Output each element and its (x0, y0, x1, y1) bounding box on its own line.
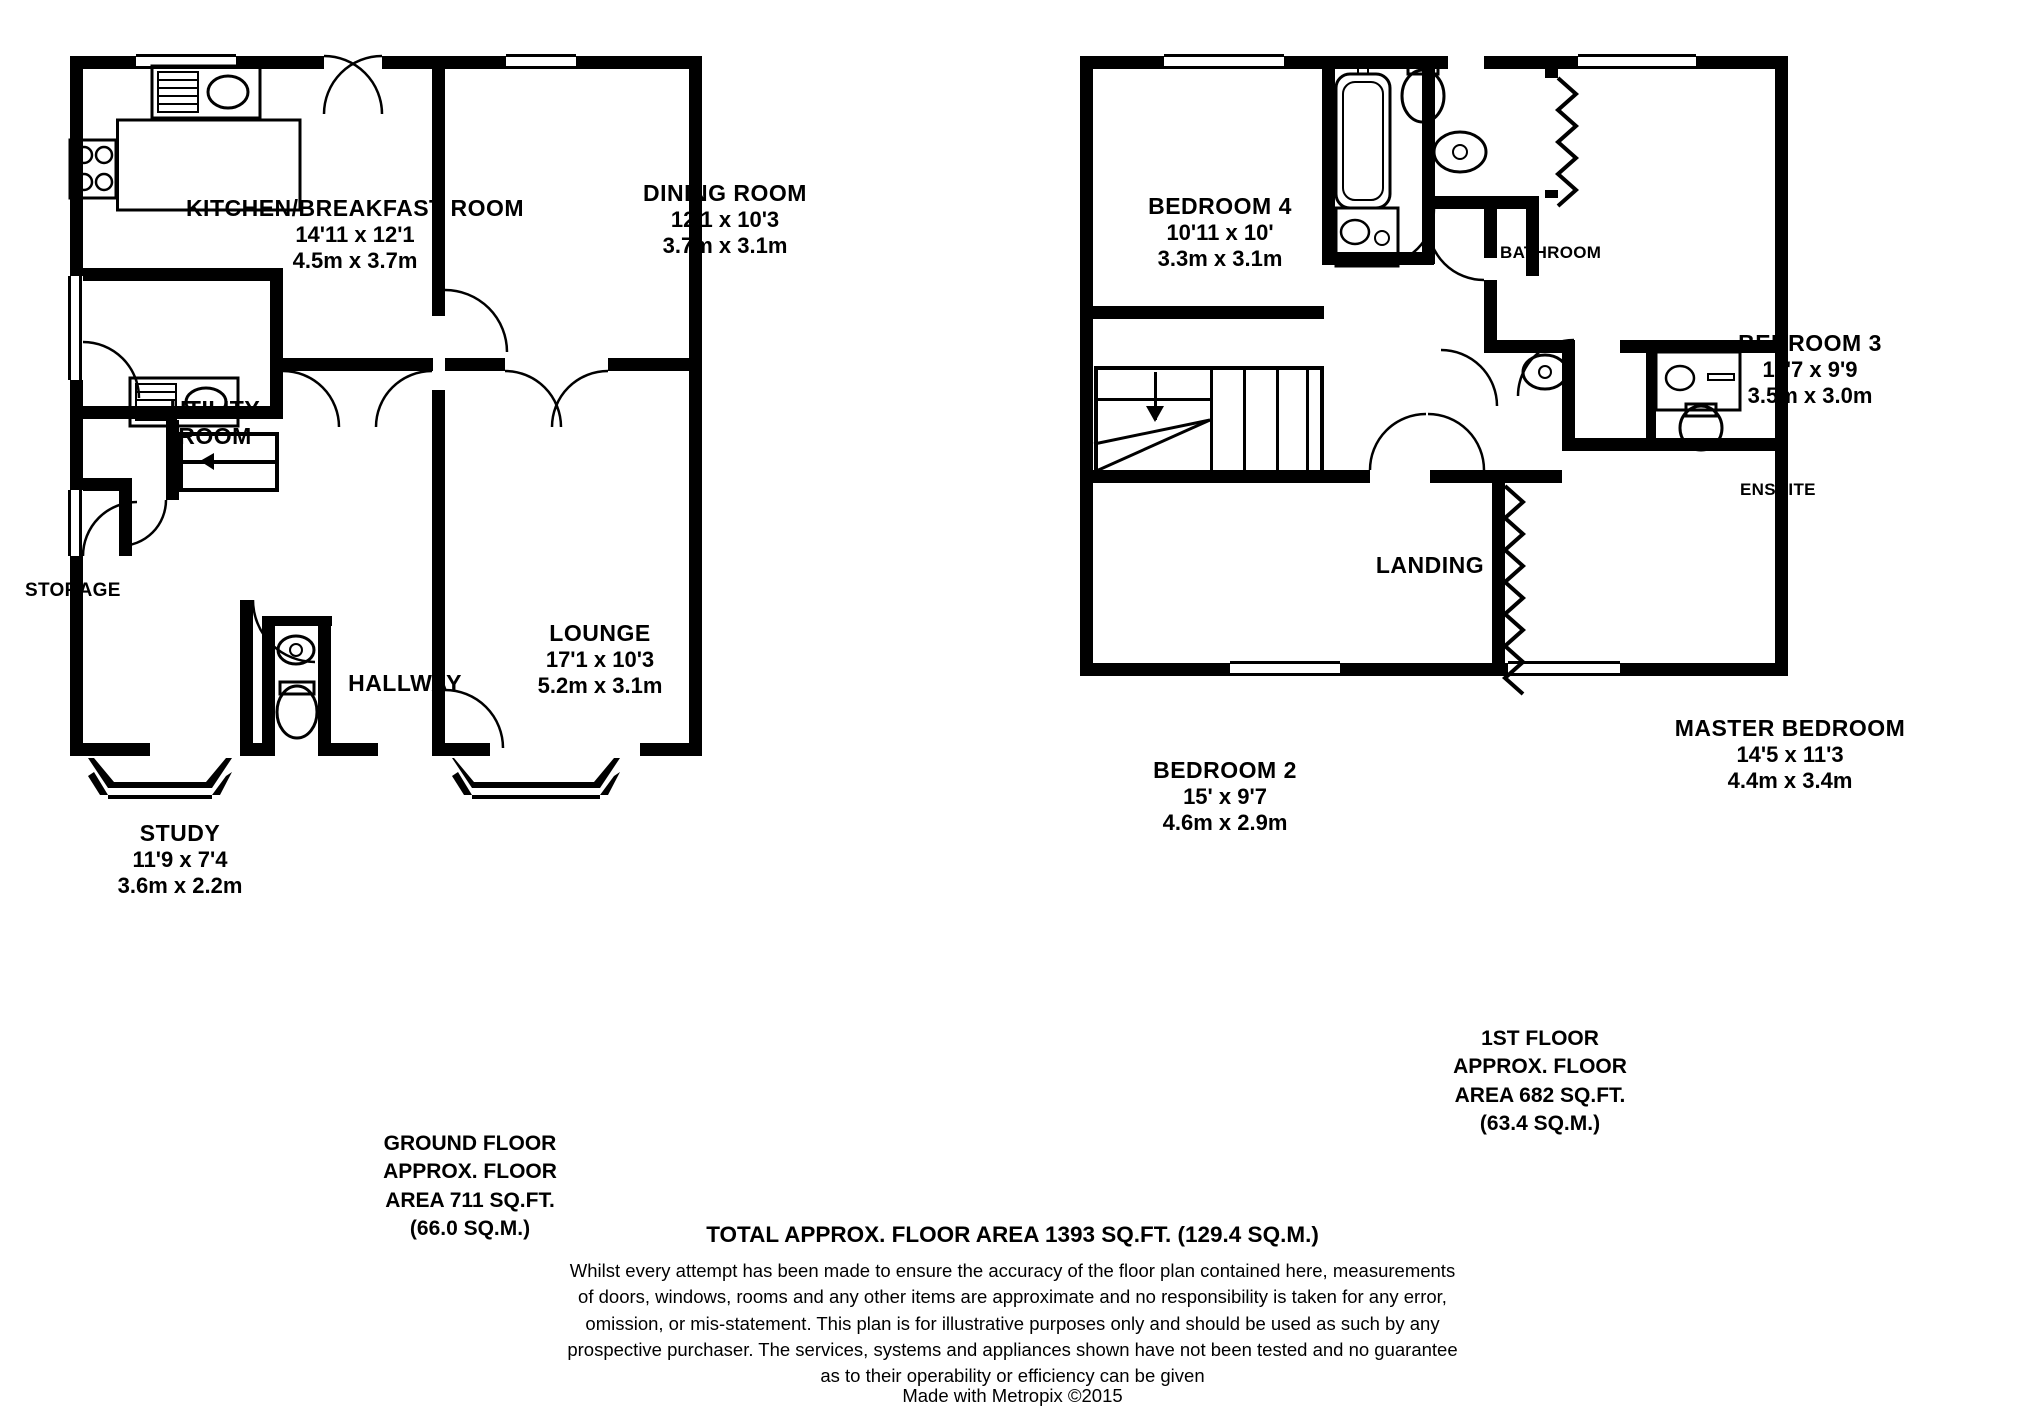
disclaimer-line-2: of doors, windows, rooms and any other items are approximate and no responsibility is taken for any error, (578, 1286, 1447, 1308)
room-metric: 3.7m x 3.1m (662, 233, 788, 259)
room-name: LOUNGE (549, 620, 651, 646)
room-label-bathroom (1500, 243, 1680, 263)
room-name: STUDY (139, 820, 221, 846)
room-name-2: ROOM (178, 423, 252, 450)
room-metric: 4.4m x 3.4m (1727, 768, 1853, 794)
ground-floor-area-sqm: (66.0 SQ.M.) (409, 1217, 531, 1241)
disclaimer-line-4: prospective purchaser. The services, systems and appliances shown have not been tested and no guarantee (567, 1338, 1458, 1360)
room-label-dining (575, 180, 875, 259)
room-imperial: 11'9 x 7'4 (132, 847, 228, 873)
room-imperial: 15' x 9'7 (1183, 784, 1267, 810)
room-label-bedroom-3 (1660, 330, 1960, 409)
first-floor-approx: APPROX. FLOOR (1453, 1055, 1627, 1079)
first-floor-area-sqm: (63.4 SQ.M.) (1479, 1112, 1601, 1136)
disclaimer-line-5: as to their operability or efficiency can be given (820, 1365, 1205, 1387)
disclaimer-text (0, 1258, 2025, 1389)
room-label-utility (75, 396, 355, 450)
room-imperial: 12'1 x 10'3 (670, 207, 780, 233)
room-label-master-bedroom (1600, 715, 1980, 794)
first-floor-area-summary (1340, 1025, 1740, 1138)
room-metric: 5.2m x 3.1m (537, 673, 663, 699)
room-label-study (55, 820, 305, 899)
ground-floor-approx: APPROX. FLOOR (383, 1160, 557, 1184)
room-imperial: 10'11 x 10' (1166, 220, 1274, 246)
room-label-storage (25, 580, 245, 602)
room-imperial: 14'5 x 11'3 (1736, 742, 1844, 768)
ground-floor-area-sqft: AREA 711 SQ.FT. (385, 1188, 555, 1212)
ground-floor-title: GROUND FLOOR (383, 1132, 557, 1155)
room-name: BATHROOM (1500, 243, 1602, 262)
room-label-lounge (455, 620, 745, 699)
room-name: LANDING (1375, 552, 1485, 578)
room-label-bedroom-2 (1080, 757, 1370, 836)
room-name: STORAGE (25, 580, 121, 601)
room-name: KITCHEN/BREAKFAST ROOM (185, 195, 525, 221)
disclaimer-line-3: omission, or mis-statement. This plan is for illustrative purposes only and should be used as such by any (585, 1312, 1440, 1334)
room-name: MASTER BEDROOM (1674, 715, 1906, 741)
room-metric: 3.6m x 2.2m (117, 873, 243, 899)
room-name: UTILITY (169, 396, 261, 422)
room-label-ensuite (1740, 480, 1900, 500)
room-label-landing (1315, 552, 1545, 579)
room-imperial: 17'1 x 10'3 (545, 647, 655, 673)
room-metric: 4.5m x 3.7m (292, 248, 418, 274)
room-imperial: 11'7 x 9'9 (1762, 357, 1858, 383)
room-imperial: 14'11 x 12'1 (295, 222, 415, 248)
room-metric: 3.5m x 3.0m (1747, 383, 1873, 409)
room-name: DINING ROOM (643, 180, 807, 206)
total-floor-area: TOTAL APPROX. FLOOR AREA 1393 SQ.FT. (129.4 SQ.M.) (706, 1222, 1319, 1247)
room-label-kitchen (155, 195, 555, 274)
metropix-credit: Made with Metropix ©2015 (902, 1385, 1123, 1406)
room-label-bedroom-4 (1075, 193, 1365, 272)
room-name: BEDROOM 2 (1153, 757, 1297, 783)
room-name: ENSUITE (1740, 480, 1816, 499)
first-floor-area-sqft: AREA 682 SQ.FT. (1454, 1083, 1626, 1107)
room-name: BEDROOM 3 (1738, 330, 1882, 356)
room-metric: 4.6m x 2.9m (1162, 810, 1288, 836)
disclaimer-line-1: Whilst every attempt has been made to ensure the accuracy of the floor plan contained here, measurements (569, 1260, 1456, 1281)
room-name: BEDROOM 4 (1148, 193, 1292, 219)
room-metric: 3.3m x 3.1m (1157, 246, 1283, 272)
room-name: HALLWAY (348, 670, 462, 696)
first-floor-title: 1ST FLOOR (1481, 1027, 1599, 1050)
